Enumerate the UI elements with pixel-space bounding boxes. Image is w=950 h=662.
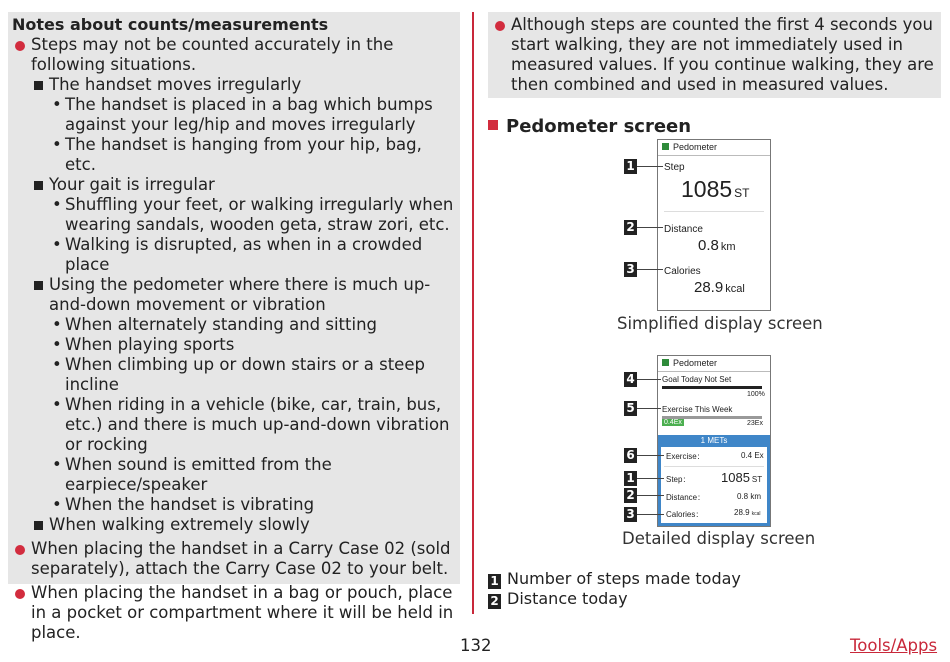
note-bullet: • When sound is emitted from the earpiece/speaker [52, 455, 332, 494]
pedometer-app-icon [662, 359, 669, 366]
note-item: When placing the handset in a Carry Case 02 (sold separately), attach the Carry Case 02 to your belt. [12, 539, 456, 579]
note-subitem: Using the pedometer where there is much up-and-down movement or vibration [12, 275, 456, 315]
bullet-square-icon [34, 281, 43, 290]
callout-5: 5 [624, 401, 637, 416]
callout-line [637, 227, 663, 228]
callout-4: 4 [624, 372, 637, 387]
bullet-square-icon [34, 521, 43, 530]
distance-label: Distance [664, 224, 703, 235]
simplified-screen [657, 139, 771, 311]
callout-1: 1 [624, 471, 637, 486]
step-value: 1085 ST [721, 470, 763, 485]
mets-label: 1 METs [700, 436, 728, 445]
app-bar: Pedometer [658, 140, 770, 156]
distance-label: Distance： [666, 493, 706, 502]
distance-value: 0.8 km [737, 492, 762, 501]
callout-2: 2 [624, 488, 637, 503]
row-divider [664, 211, 764, 212]
bullet-square-icon [34, 81, 43, 90]
exercise-week-value: 23Ex [747, 420, 763, 427]
note-bullet: • When climbing up or down stairs or a steep incline [52, 355, 425, 394]
pedometer-app-icon [662, 143, 669, 150]
calories-label: Calories： [666, 510, 704, 519]
bullet-square-icon [34, 181, 43, 190]
detailed-caption: Detailed display screen [622, 529, 816, 548]
note-item: Steps may not be counted accurately in the following situations. [12, 35, 456, 75]
calories-value: 28.9 kcal [734, 508, 761, 517]
step-value: 1085 ST [681, 176, 750, 202]
bullet-dot-icon [495, 21, 505, 31]
callout-6: 6 [624, 448, 637, 463]
section-heading: Pedometer screen [488, 116, 691, 137]
callout-line [637, 379, 661, 380]
callout-1: 1 [624, 159, 637, 174]
bullet-dot-icon [15, 589, 25, 599]
simplified-caption: Simplified display screen [617, 314, 823, 333]
note-subitem: Your gait is irregular [12, 175, 456, 195]
note-bullet: • Shuffling your feet, or walking irregularly when wearing sandals, wooden geta, straw zori, etc. [52, 195, 454, 234]
callout-line [637, 495, 664, 496]
callout-line [637, 514, 664, 515]
detailed-screen [657, 355, 771, 527]
distance-value: 0.8 km [698, 237, 736, 254]
mets-values [661, 447, 767, 523]
note-bullet: • When playing sports [52, 335, 235, 354]
callout-2: 2 [624, 220, 637, 235]
note-bullet: • When riding in a vehicle (bike, car, train, bus, etc.) and there is much up-and-down vibration or rocking [52, 395, 450, 454]
exercise-label: Exercise： [666, 452, 705, 461]
callout-3: 3 [624, 262, 637, 277]
goal-progress-bar [662, 386, 762, 389]
mets-panel [658, 435, 770, 526]
legend-item: 1 Number of steps made today [488, 569, 741, 589]
heading-square-icon [488, 120, 498, 130]
note-bullet: • Walking is disrupted, as when in a crowded place [52, 235, 423, 274]
goal-percent: 100% [747, 391, 765, 398]
note-bullet: • When the handset is vibrating [52, 495, 315, 514]
column-divider [472, 12, 474, 614]
notes-box [8, 12, 460, 642]
note-bullet: • The handset is placed in a bag which bumps against your leg/hip and moves irregularly [52, 95, 433, 134]
goal-label: Goal Today Not Set [662, 375, 732, 384]
bullet-dot-icon [15, 41, 25, 51]
step-label: Step [664, 162, 685, 173]
note-subitem: The handset moves irregularly [12, 75, 456, 95]
exercise-week-badge: 0.4Ex [664, 419, 682, 426]
note-bullet: • When alternately standing and sitting [52, 315, 378, 334]
section-link[interactable]: Tools/Apps [850, 636, 938, 655]
note-bullet: • The handset is hanging from your hip, bag, etc. [52, 135, 422, 174]
callout-line [637, 478, 664, 479]
app-bar: Pedometer [658, 356, 770, 372]
page-number: 132 [460, 636, 492, 655]
callout-line [637, 166, 663, 167]
legend-item: 2 Distance today [488, 589, 628, 609]
calories-label: Calories [664, 266, 701, 277]
info-box [488, 12, 941, 98]
notes-heading: Notes about counts/measurements [12, 15, 329, 34]
callout-3: 3 [624, 507, 637, 522]
callout-line [637, 408, 661, 409]
exercise-value: 0.4 Ex [741, 451, 764, 460]
bullet-dot-icon [15, 545, 25, 555]
note-subitem: When walking extremely slowly [12, 515, 456, 535]
calories-value: 28.9 kcal [694, 279, 745, 296]
info-item: Although steps are counted the first 4 seconds you start walking, they are not immediately used in measured values. If you continue walking, they are then combined and used in measured values. [492, 15, 937, 95]
callout-line [637, 269, 663, 270]
callout-line [637, 455, 664, 456]
exercise-week-label: Exercise This Week [662, 405, 733, 414]
step-label: Step： [666, 475, 691, 484]
note-item: When placing the handset in a bag or pouch, place in a pocket or compartment where it will be held in place. [12, 583, 456, 643]
